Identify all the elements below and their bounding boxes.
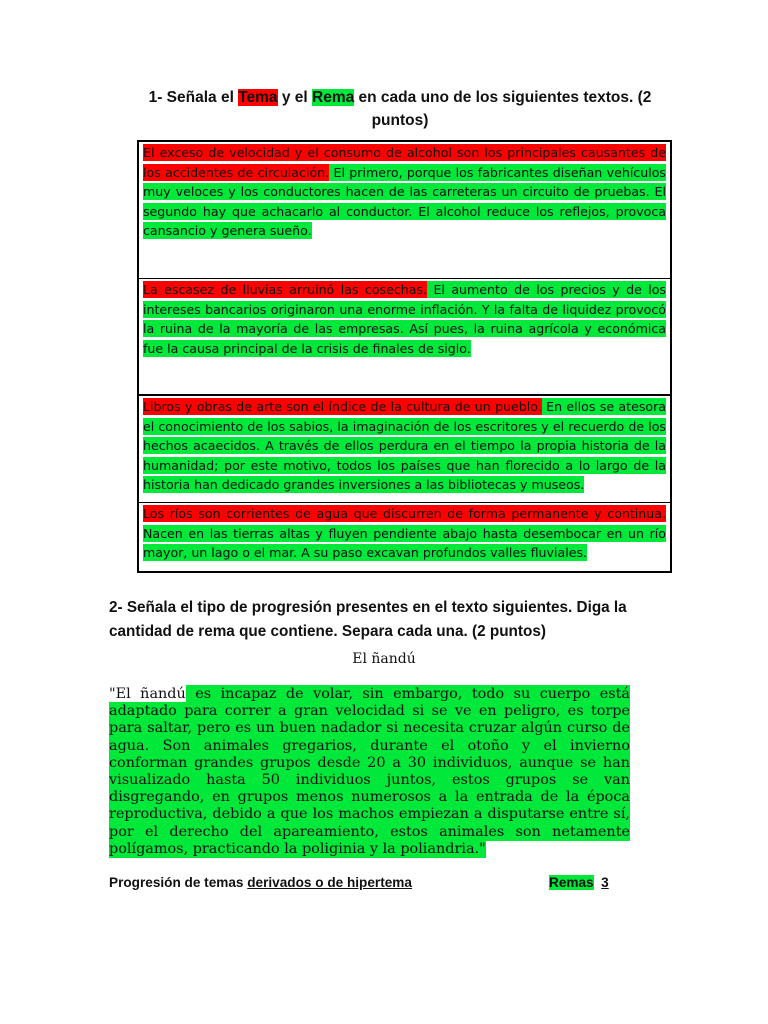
passage-rema-1: es incapaz de volar, sin embargo, todo su cuerpo está adaptado para correr a gran velocidad si se ve en peligro, xyxy=(109,686,630,720)
question-2-title: 2- Señala el tipo de progresión presentes en el texto siguientes. Diga la cantidad de rema que contiene. Separa cada una. (2 puntos) xyxy=(109,599,627,640)
rema-text-4: Nacen en las tierras altas y fluyen pendiente abajo hasta desembocar en un río mayor, un lago o el mar. A su paso excavan profundos valles fluviales. xyxy=(143,525,666,560)
text-cell-2 xyxy=(139,279,670,396)
text-cell-1 xyxy=(139,142,670,279)
question-1-title xyxy=(120,86,680,132)
passage-body xyxy=(109,686,630,858)
passage-rema-3: Son animales gregarios, durante el otoño y el invierno conforman grandes grupos desde 20 a 30 individuos, aunque se han visualizado hasta 50 individuos juntos, estos grupos se van disgregando, en grupos menos numerosos a la entrada de la época reproductiva, debido a que los machos empiezan a disputarse entre sí, por el derecho del apareamiento, estos animales son netamente polígamos, practicando la poliginia y la poliandria." xyxy=(109,737,630,857)
texts-table xyxy=(137,140,672,573)
tema-highlight: Tema xyxy=(238,89,278,106)
remas-answer xyxy=(549,875,609,890)
remas-label: Remas xyxy=(549,875,594,890)
rema-highlight: Rema xyxy=(312,89,355,106)
remas-value: 3 xyxy=(601,875,609,890)
passage-title: El ñandú xyxy=(352,651,416,667)
rema-text-3: En ellos se atesora el conocimiento de los sabios, la imaginación de los escritores y el recuerdo de los hechos acaecidos. A través de ellos perdura en el tiempo la propia historia de la humanidad; por este motivo, todos los países que han florecido a lo largo de la historia han dedicado grandes inversiones a las bibliotecas y museos. xyxy=(143,399,666,492)
answer-label: Progresión de temas xyxy=(109,875,248,890)
text-cell-4 xyxy=(139,503,670,571)
tema-text-3: Libros y obras de arte son el índice de la cultura de un pueblo. xyxy=(143,399,542,414)
tema-text-2: La escasez de lluvias arruinó las cosechas. xyxy=(143,282,428,297)
question-1-suffix: en cada uno de los siguientes textos. (2 puntos) xyxy=(354,89,652,129)
answer-line xyxy=(109,875,649,890)
tema-text-4: Los ríos son corrientes de agua que discurren de forma permanente y continua. xyxy=(143,506,666,521)
question-1-middle: y el xyxy=(277,89,313,106)
tema-text-1: El exceso de velocidad y el consumo de alcohol son los principales causantes de los accidentes de circulación. xyxy=(143,145,666,180)
rema-text-1: El primero, porque los fabricantes diseñan vehículos muy veloces y los conductores hacen de las carreteras un circuito de pruebas. El segundo hay que achacarlo al conductor. El alcohol reduce los reflejos, provoca cansancio y genera sueño. xyxy=(143,164,666,238)
rema-text-2: El aumento de los precios y de los intereses bancarios originaron una enorme inflación. Y la falta de liquidez provocó la ruina de la mayoría de las empresas. Así pues, la ruina agrícola y económica fue la causa principal de la crisis de finales de siglo. xyxy=(143,282,667,356)
passage-rema-2: es torpe para saltar, pero es un buen nadador si necesita cruzar algún curso de agua. xyxy=(109,703,631,754)
answer-value: derivados o de hipertema xyxy=(247,875,412,890)
passage-lead: "El ñandú xyxy=(109,686,186,702)
text-cell-3 xyxy=(139,396,670,503)
question-1-prefix: 1- Señala el xyxy=(148,89,239,106)
